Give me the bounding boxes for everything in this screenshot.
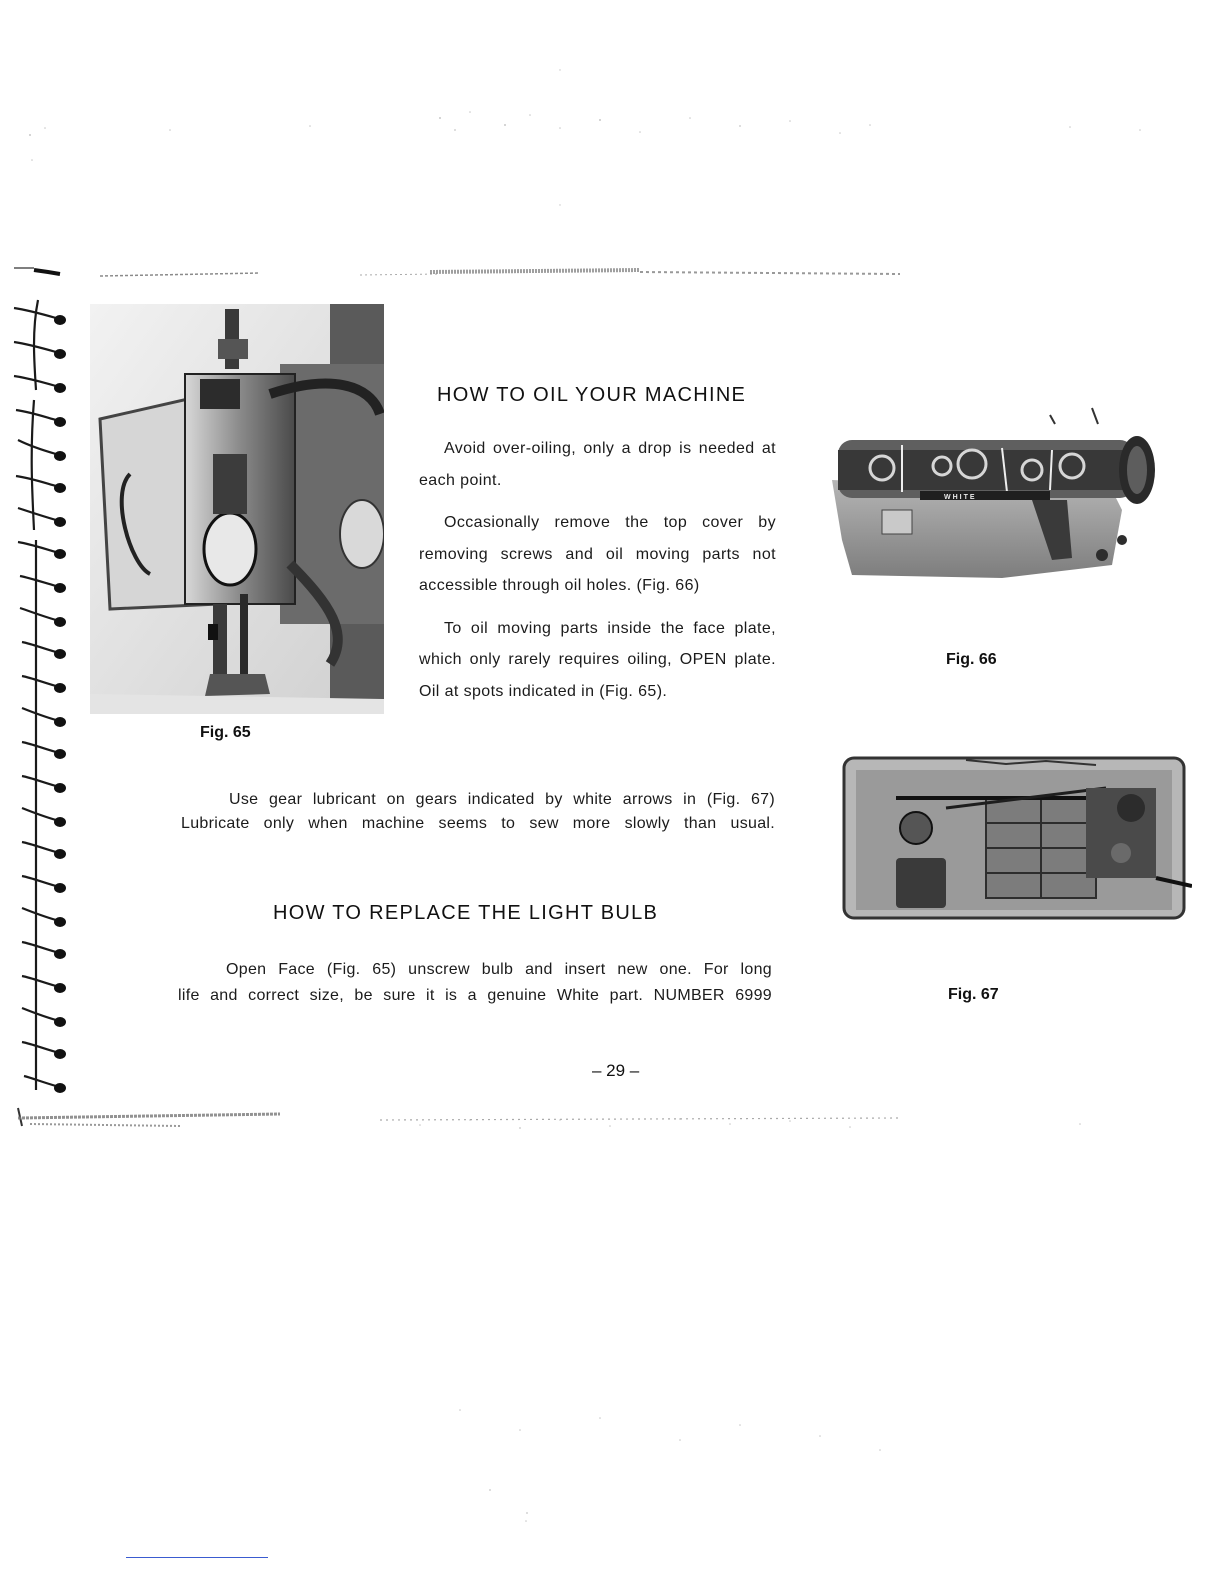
oil-para-1: Avoid over-oiling, only a drop is needed at each point.: [419, 440, 776, 489]
oil-para-2: Occasionally remove the top cover by removing screws and oil moving parts not accessible through oil holes. (Fig. 66): [419, 514, 776, 594]
bottom-rule: [126, 1557, 268, 1558]
fig66-brand-label: WHITE: [944, 494, 977, 501]
fig66-photo: [822, 400, 1162, 600]
bulb-section-text: [178, 957, 772, 1009]
gear-line-2: Lubricate only when machine seems to sew more slowly than usual.: [181, 815, 775, 832]
oil-para-3: To oil moving parts inside the face plate, which only rarely requires oiling, OPEN plate. Oil at spots indicated in (Fig. 65).: [419, 619, 776, 700]
oil-section-heading: HOW TO OIL YOUR MACHINE: [437, 384, 747, 406]
bulb-line-2: life and correct size, be sure it is a genuine White part. NUMBER 6999: [178, 987, 772, 1004]
fig67-photo: [836, 728, 1192, 944]
fig67-caption: Fig. 67: [948, 986, 999, 1003]
fig66-caption: Fig. 66: [946, 651, 997, 668]
gear-lubricant-text: [181, 788, 775, 836]
top-scan-edge: [0, 262, 920, 282]
bulb-line-1: Open Face (Fig. 65) unscrew bulb and insert new one. For long: [226, 961, 772, 978]
bulb-section-heading: HOW TO REPLACE THE LIGHT BULB: [273, 902, 659, 924]
spiral-binding: [8, 290, 78, 1110]
page-number: – 29 –: [592, 1061, 640, 1080]
fig65-photo: [90, 304, 384, 714]
oil-section-body: [419, 433, 776, 718]
fig65-caption: Fig. 65: [200, 724, 251, 741]
gear-line-1: Use gear lubricant on gears indicated by white arrows in (Fig. 67): [229, 791, 775, 808]
bottom-scan-edge: [0, 1104, 920, 1134]
